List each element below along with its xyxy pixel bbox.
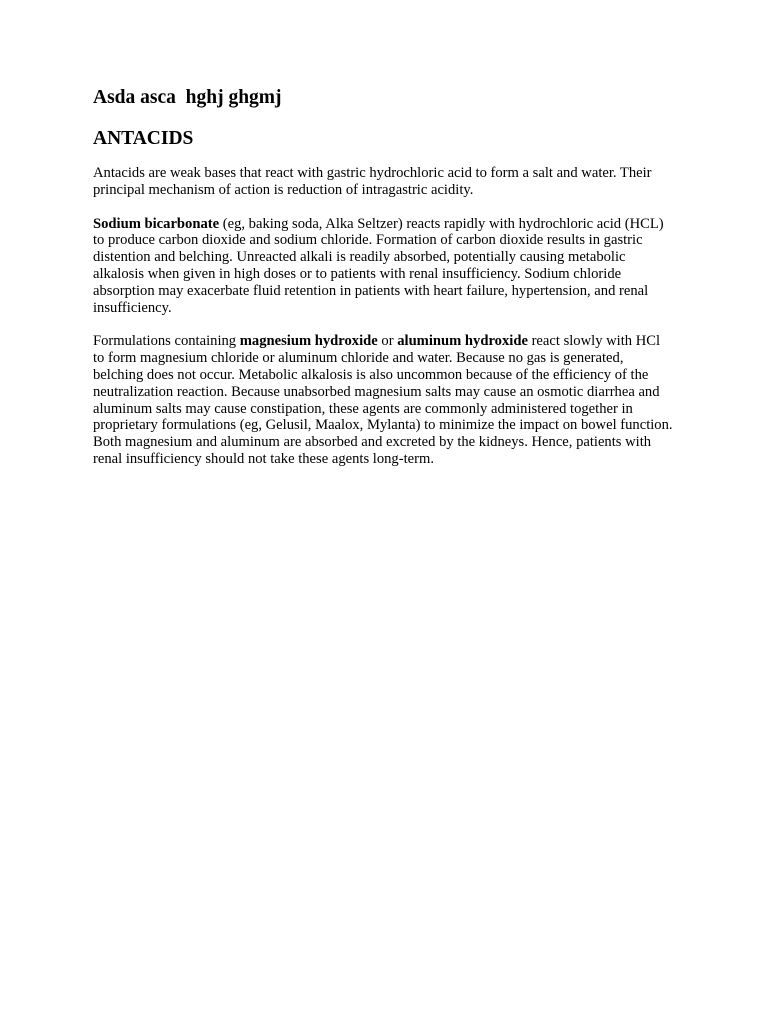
formulations-lead: Formulations containing [93, 333, 240, 350]
intro-paragraph: Antacids are weak bases that react with gastric hydrochloric acid to form a salt and water. Their principal mechanism of action is reduction of intragastric acidity. [93, 165, 652, 198]
document-page [93, 84, 673, 468]
aluminum-hydroxide-term: aluminum hydroxide [397, 333, 528, 350]
formulations-joiner: or [377, 333, 398, 350]
formulations-text: react slowly with HCl to form magnesium chloride or aluminum chloride and water. Because no gas is generated, belching does not occur. Metabolic alkalosis is also uncommon because of the efficiency of the neutralization reaction. Because unabsorbed magnesium salts may cause an osmotic diarrhea and aluminum salts may cause constipation, these agents are commonly administered together in proprietary formulations (eg, Gelusil, Maalox, Mylanta) to minimize the impact on bowel function. Both magnesium and aluminum are absorbed and excreted by the kidneys. Hence, patients with renal insufficiency should not take these agents long-term. [93, 333, 673, 467]
section-heading: ANTACIDS [93, 128, 194, 149]
sodium-bicarbonate-paragraph [93, 216, 673, 317]
magnesium-hydroxide-term: magnesium hydroxide [239, 333, 378, 350]
formulations-paragraph [93, 333, 673, 467]
sodium-bicarbonate-term: Sodium bicarbonate [93, 215, 220, 232]
document-title: Asda asca hghj ghgmj [93, 87, 282, 108]
sodium-bicarbonate-text: (eg, baking soda, Alka Seltzer) reacts rapidly with hydrochloric acid (HCL) to produce carbon dioxide and sodium chloride. Formation of carbon dioxide results in gastric distention and belching. Unreacted alkali is readily absorbed, potentially causing metabolic alkalosis when given in high doses or to patients with renal insufficiency. Sodium chloride absorption may exacerbate fluid retention in patients with heart failure, hypertension, and renal insufficiency. [93, 215, 664, 316]
